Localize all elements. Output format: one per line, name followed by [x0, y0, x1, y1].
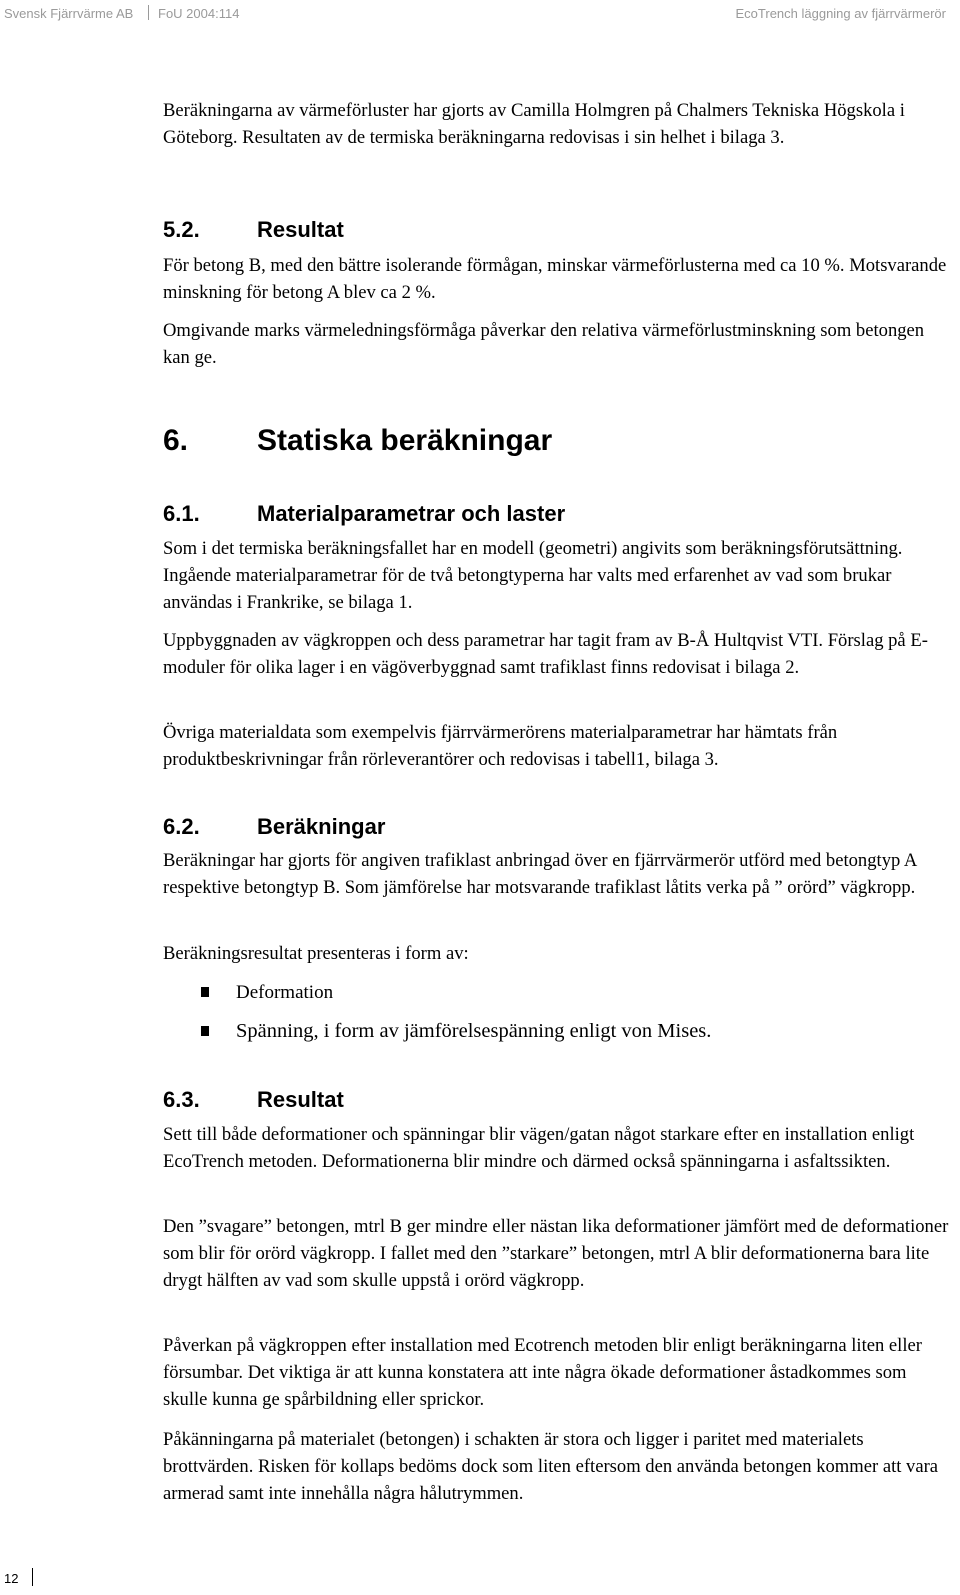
heading-title: Statiska beräkningar	[257, 424, 553, 457]
heading-5-2	[163, 216, 953, 243]
heading-number: 6.3.	[163, 1087, 200, 1112]
page-number: 12	[4, 1571, 19, 1586]
s61-paragraph-1: Som i det termiska beräkningsfallet har en modell (geometri) angivits som beräkningsförutsättning. Ingående materialparametrar för de två betongtyperna har valts med erfarenhet av vad som brukar användas i Frankrike, se bilaga 1.	[163, 538, 903, 613]
s63-paragraph-1: Sett till både deformationer och spänningar blir vägen/gatan något starkare efter en installation enligt EcoTrench metoden. Deformationerna blir mindre och därmed också spänningarna i asfaltssikten.	[163, 1124, 915, 1172]
s61-paragraph-2: Uppbyggnaden av vägkroppen och dess parametrar har tagit fram av B-Å Hultqvist VTI. Förslag på E-moduler för olika lager i en vägöverbyggnad samt trafiklast finns redovisat i bilaga 2.	[163, 630, 928, 678]
s63-paragraph-2: Den ”svagare” betongen, mtrl B ger mindre eller nästan lika deformationer jämfört med de deformationer som blir för orörd vägkropp. I fallet med den ”starkare” betongen, mtrl A blir deformationerna bara lite drygt hälften av vad som skulle uppstå i orörd vägkropp.	[163, 1216, 949, 1291]
s63-paragraph-4: Påkänningarna på materialet (betongen) i schakten är stora och ligger i paritet med materialets brottvärden. Risken för kollaps bedöms dock som liten eftersom den använda betongen kommer att vara armerad samt inte innehålla några hålutrymmen.	[163, 1429, 939, 1504]
footer-separator	[32, 1568, 33, 1586]
s61-paragraph-3: Övriga materialdata som exempelvis fjärrvärmerörens materialparametrar har hämtats från produktbeskrivningar från rörleverantörer och redovisas i tabell1, bilaga 3.	[163, 722, 838, 770]
heading-number: 6.1.	[163, 501, 200, 526]
s62-paragraph-1: Beräkningar har gjorts för angiven trafiklast anbringad över en fjärrvärmerör utförd med betongtyp A respektive betongtyp B. Som jämförelse har motsvarande trafiklast låtits verka på ” orörd” vägkropp.	[163, 850, 917, 898]
heading-title: Resultat	[257, 217, 344, 242]
s63-paragraph-3: Påverkan på vägkroppen efter installation med Ecotrench metoden blir enligt beräkningarna liten eller försumbar. Det viktiga är att kunna konstatera att inte några ökade deformationer åstadkommes som skulle kunna ge spårbildning eller sprickor.	[163, 1335, 922, 1410]
page-header	[0, 2, 960, 24]
heading-6-3	[163, 1086, 953, 1113]
page-footer	[0, 1568, 960, 1590]
heading-number: 6.2.	[163, 814, 200, 839]
header-company: Svensk Fjärrvärme AB	[4, 6, 134, 21]
intro-paragraph: Beräkningarna av värmeförluster har gjorts av Camilla Holmgren på Chalmers Tekniska Högskola i Göteborg. Resultaten av de termiska beräkningarna redovisas i sin helhet i bilaga 3.	[163, 100, 905, 148]
s52-paragraph-2: Omgivande marks värmeledningsförmåga påverkar den relativa värmeförlustminskning som betongen kan ge.	[163, 320, 925, 368]
bullet-square-icon	[201, 987, 209, 997]
header-separator	[148, 5, 149, 20]
bullet-text: Spänning, i form av jämförelsespänning enligt von Mises.	[236, 1020, 712, 1042]
heading-title: Materialparametrar och laster	[257, 501, 566, 526]
bullet-square-icon	[201, 1026, 209, 1036]
bullet-text: Deformation	[236, 982, 334, 1003]
s52-paragraph-1: För betong B, med den bättre isolerande förmågan, minskar värmeförlusterna med ca 10 %. Motsvarande minskning för betong A blev ca 2 %.	[163, 255, 947, 303]
heading-6-1	[163, 500, 953, 527]
heading-title: Beräkningar	[257, 814, 386, 839]
s62-paragraph-2: Beräkningsresultat presenteras i form av:	[163, 943, 469, 964]
heading-number: 5.2.	[163, 217, 200, 242]
heading-number: 6.	[163, 424, 189, 457]
header-report-number: FoU 2004:114	[158, 6, 240, 21]
heading-6-2	[163, 813, 953, 840]
header-document-title: EcoTrench läggning av fjärrvärmerör	[735, 6, 946, 21]
heading-title: Resultat	[257, 1087, 344, 1112]
heading-6	[163, 423, 953, 459]
